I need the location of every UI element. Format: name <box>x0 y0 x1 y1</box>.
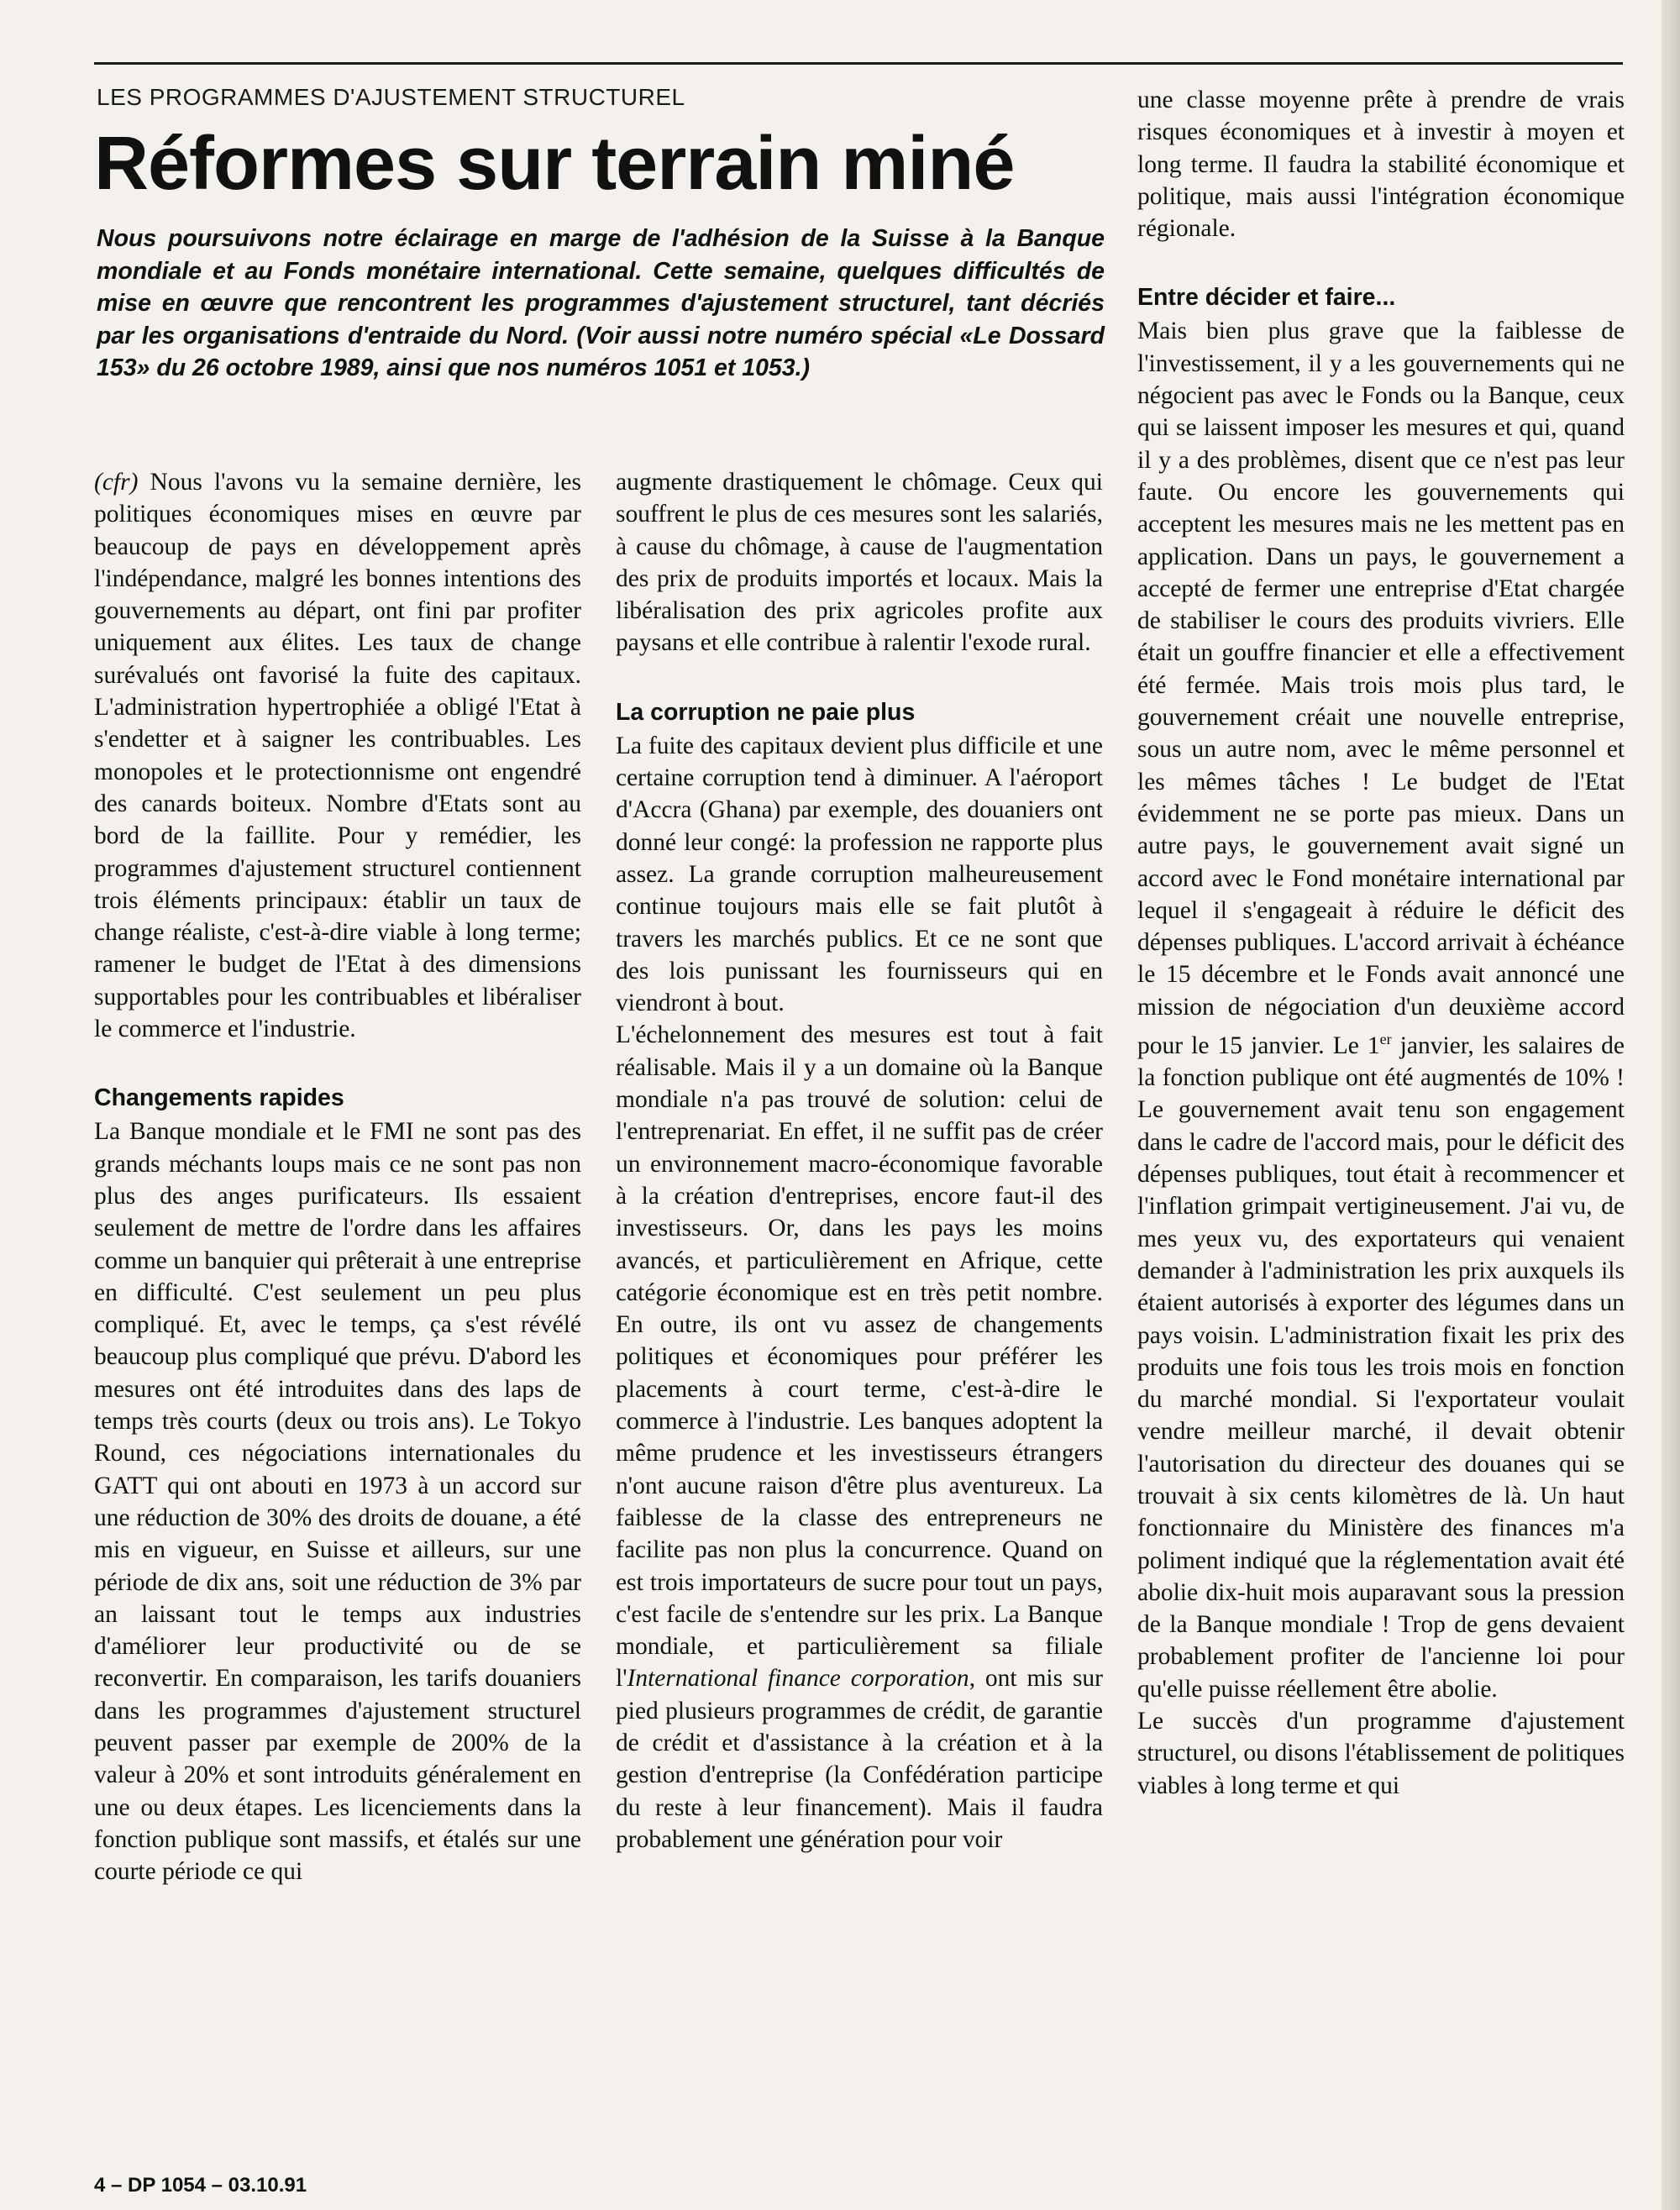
section-kicker: LES PROGRAMMES D'AJUSTEMENT STRUCTUREL <box>97 84 685 110</box>
paragraph: augmente drastiquement le chômage. Ceux qui souffrent le plus de ces mesures sont les salariés, à cause du chômage, à cause de l'augmentation des prix de produits importés et locaux. Mais la libéralisation des prix agricoles profite aux paysans et elle contribue à ralentir l'exode rural. <box>616 469 1103 657</box>
column-1 <box>94 466 581 1887</box>
paragraph: La fuite des capitaux devient plus difficile et une certaine corruption tend à diminuer. A l'aéroport d'Accra (Ghana) par exemple, des douaniers ont donné leur congé: la profession ne rapporte plus assez. La grande corruption malheureusement continue toujours mais elle se fait plutôt à travers les marchés publics. Et ce ne sont que des lois punissant les fournisseurs qui en viendront à bout. <box>616 732 1103 1017</box>
page-folio: 4 – DP 1054 – 03.10.91 <box>94 2174 307 2197</box>
paragraph: L'échelonnement des mesures est tout à fait réalisable. Mais il y a un domaine où la Banque mondiale n'a pas trouvé de solution: celui de l'entreprenariat. En effet, il ne suffit pas de créer un environnement macro-économique favorable à la création d'entreprises, encore faut-il des investisseurs. Or, dans les pays les moins avancés, et particulièrement en Afrique, cette catégorie économique est en très petit nombre. En outre, ils ont vu assez de changements politiques et économiques pour préférer les placements à court terme, c'est-à-dire le commerce à l'industrie. Les banques adoptent la même prudence et les investisseurs étrangers n'ont aucune raison d'être plus aventureux. La faiblesse de la classe des entrepreneurs ne facilite pas non plus la concurrence. Quand on est trois importateurs de sucre pour tout un pays, c'est facile de s'entendre sur les prix. La Banque mondiale, et particulièrement sa filiale l'International finance corporation, ont mis sur pied plusieurs programmes de crédit, de garantie de crédit et d'assistance à la création et à la gestion d'entreprise (la Confédération participe du reste à leur financement). Mais il faudra probablement une génération pour voir <box>616 1021 1103 1853</box>
page-spine <box>1662 0 1680 2210</box>
column-3 <box>1137 84 1625 1802</box>
italic-name: International finance corporation <box>627 1665 969 1693</box>
subheading-changements-rapides: Changements rapides <box>94 1084 344 1112</box>
article-lede: Nous poursuivons notre éclairage en marge de l'adhésion de la Suisse à la Banque mondiale et au Fonds monétaire international. Cette semaine, quelques difficultés de mise en œuvre que rencontrent les programmes d'ajustement structurel, tant décriés par les organisations d'entraide du Nord. (Voir aussi notre numéro spécial «Le Dossard 153» du 26 octobre 1989, ainsi que nos numéros 1051 et 1053.) <box>97 225 1105 381</box>
author-tag: (cfr) <box>94 469 139 496</box>
paragraph: La Banque mondiale et le FMI ne sont pas des grands méchants loups mais ce ne sont pas non plus des anges purificateurs. Ils essaient seulement de mettre de l'ordre dans les affaires comme un banquier qui prêterait à une entreprise en difficulté. C'est seulement un peu plus compliqué. Et, avec le temps, ça s'est révélé beaucoup plus compliqué que prévu. D'abord les mesures ont été introduites dans des laps de temps très courts (deux ou trois ans). Le Tokyo Round, ces négociations internationales du GATT qui ont abouti en 1973 à un accord sur une réduction de 30% des droits de douane, a été mis en vigueur, en Suisse et ailleurs, sur une période de dix ans, soit une réduction de 3% par an laissant tout le temps aux industries d'améliorer leur productivité ou de se reconvertir. En comparaison, les tarifs douaniers dans les programmes d'ajustement structurel peuvent passer par exemple de 200% de la valeur à 20% et sont introduits généralement en une ou deux étapes. Les licenciements dans la fonction publique sont massifs, et étalés sur une courte période ce qui <box>94 1118 581 1886</box>
paragraph: (cfr) Nous l'avons vu la semaine dernière, les politiques économiques mises en œuvre par beaucoup de pays en développement après l'indépendance, malgré les bonnes intentions des gouvernements au départ, ont fini par profiter uniquement aux élites. Les taux de change surévalués ont favorisé la fuite des capitaux. L'administration hypertrophiée a obligé l'Etat à s'endetter et à saigner les contribuables. Les monopoles et le protectionnisme ont engendré des canards boiteux. Nombre d'Etats sont au bord de la faillite. Pour y remédier, les programmes d'ajustement structurel contiennent trois éléments principaux: établir un taux de change réaliste, c'est-à-dire viable à long terme; ramener le budget de l'Etat à des dimensions supportables pour les contribuables et libéraliser le commerce et l'industrie. <box>94 469 581 1043</box>
paragraph: Le succès d'un programme d'ajustement structurel, ou disons l'établissement de politiques viables à long terme et qui <box>1137 1708 1625 1799</box>
paragraph: une classe moyenne prête à prendre de vrais risques économiques et à investir à moyen et long terme. Il faudra la stabilité économique et politique, mais aussi l'intégration économique régionale. <box>1137 87 1625 243</box>
article-title: Réformes sur terrain miné <box>94 122 1015 206</box>
paragraph: Mais bien plus grave que la faiblesse de l'investissement, il y a les gouvernements qui ne négocient pas avec le Fonds ou la Banque, ceux qui se laissent imposer les mesures et qui, quand il y a des problèmes, disent que ce n'est pas leur faute. Ou encore les gouvernements qui acceptent les mesures mais ne les mettent pas en application. Dans un pays, le gouvernement a accepté de fermer une entreprise d'Etat chargée de stabiliser le cours des produits vivriers. Elle était un gouffre financier et elle a effectivement été fermée. Mais trois mois plus tard, le gouvernement créait une nouvelle entreprise, sous un autre nom, avec le même personnel et les mêmes tâches ! Le budget de l'Etat évidemment ne se porte pas mieux. Dans un autre pays, le gouvernement avait signé un accord avec le Fond monétaire international par lequel il s'engageait à réduire le déficit des dépenses publiques. L'accord arrivait à échéance le 15 décembre et le Fonds avait annoncé une mission de négociation d'un deuxième accord pour le 15 janvier. Le 1er janvier, les salaires de la fonction publique ont été augmentés de 10% ! Le gouvernement avait tenu son engagement dans le cadre de l'accord mais, pour le déficit des dépenses publiques, tout était à recommencer et l'inflation grimpait vertigineusement. J'ai vu, de mes yeux vu, des exportateurs qui venaient demander à l'administration les prix auxquels ils étaient autorisés à exporter des légumes dans un pays voisin. L'administration fixait les prix des produits une fois tous les trois mois en fonction du marché mondial. Si l'exportateur voulait vendre meilleur marché, il devait obtenir l'autorisation du directeur des douanes qui se trouvait à six cents kilomètres de là. Un haut fonctionnaire du Ministère des finances m'a poliment indiqué que la réglementation avait été abolie dix-huit mois auparavant sous la pression de la Banque mondiale ! Trop de gens devaient probablement profiter de l'ancienne loi pour qu'elle puisse réellement être abolie. <box>1137 318 1625 1703</box>
subheading-corruption: La corruption ne paie plus <box>616 698 916 726</box>
column-2 <box>616 466 1103 1856</box>
subheading-entre-decider: Entre décider et faire... <box>1137 284 1396 312</box>
top-rule <box>94 62 1623 65</box>
